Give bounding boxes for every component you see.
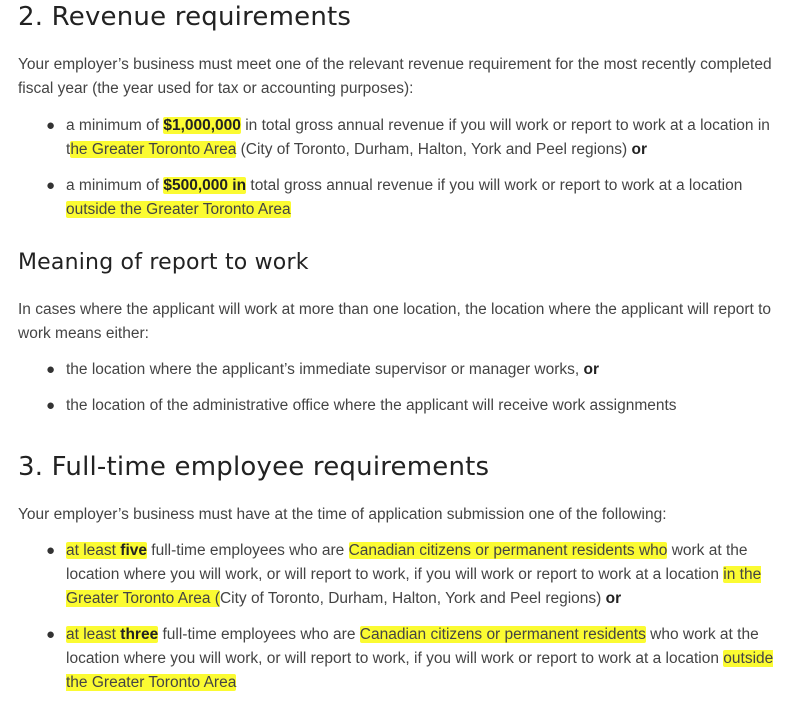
bullet-icon: ●	[46, 177, 56, 194]
list-item: ● the location of the administrative office where the applicant will receive work assignments	[18, 394, 793, 418]
highlighted-area: outside the Greater Toronto Area	[66, 201, 291, 218]
or-label: or	[583, 361, 599, 378]
highlighted-area: he Greater Toronto Area	[70, 141, 237, 158]
revenue-list	[18, 114, 793, 234]
fulltime-heading: 3. Full-time employee requirements	[18, 452, 490, 482]
revenue-heading: 2. Revenue requirements	[18, 2, 352, 32]
highlighted-count: three	[120, 626, 159, 643]
highlighted-area: outside the Greater Toronto Area	[66, 650, 774, 691]
highlighted-text: at least five	[66, 542, 147, 559]
bullet-icon: ●	[46, 361, 56, 378]
or-label: or	[631, 141, 647, 158]
list-item: ● at least five full-time employees who are Canadian citizens or permanent residents who work at the location where you will work, or will report to work, if you will work or report to work at a location in the Greater Toronto Area (City of Toronto, Durham, Halton, York and Peel regions) or	[18, 539, 793, 611]
list-item: ● a minimum of $500,000 in total gross annual revenue if you will work or report to work at a location outside the Greater Toronto Area	[18, 174, 793, 222]
bullet-icon: ●	[46, 117, 56, 134]
fulltime-list	[18, 539, 793, 707]
revenue-intro: Your employer’s business must meet one of the relevant revenue requirement for the most recently completed fiscal year (the year used for tax or accounting purposes):	[18, 56, 772, 97]
report-intro: In cases where the applicant will work at more than one location, the location where the applicant will report to work means either:	[18, 301, 772, 342]
fulltime-intro: Your employer’s business must have at the time of application submission one of the following:	[18, 506, 667, 523]
list-item: ● the location where the applicant’s immediate supervisor or manager works, or	[18, 358, 793, 382]
report-heading: Meaning of report to work	[18, 250, 309, 275]
report-list	[18, 358, 793, 430]
bullet-icon: ●	[46, 397, 56, 414]
list-item: ● a minimum of $1,000,000 in total gross annual revenue if you will work or report to work at a location in the Greater Toronto Area (City of Toronto, Durham, Halton, York and Peel regions) or	[18, 114, 793, 162]
or-label: or	[605, 590, 622, 607]
highlighted-count: five	[120, 542, 147, 559]
bullet-icon: ●	[46, 542, 56, 559]
highlighted-amount: $500,000 in	[163, 177, 247, 194]
highlighted-group: Canadian citizens or permanent residents who	[348, 542, 668, 559]
highlighted-amount: $1,000,000	[163, 117, 241, 134]
highlighted-area: in the Greater Toronto Area (	[66, 566, 762, 607]
list-item: ● at least three full-time employees who are Canadian citizens or permanent residents who work at the location where you will work, or will report to work, if you will work or report to work at a location outside the Greater Toronto Area	[18, 623, 793, 695]
highlighted-text: at least three	[66, 626, 159, 643]
highlighted-group: Canadian citizens or permanent residents	[359, 626, 646, 643]
bullet-icon: ●	[46, 626, 56, 643]
